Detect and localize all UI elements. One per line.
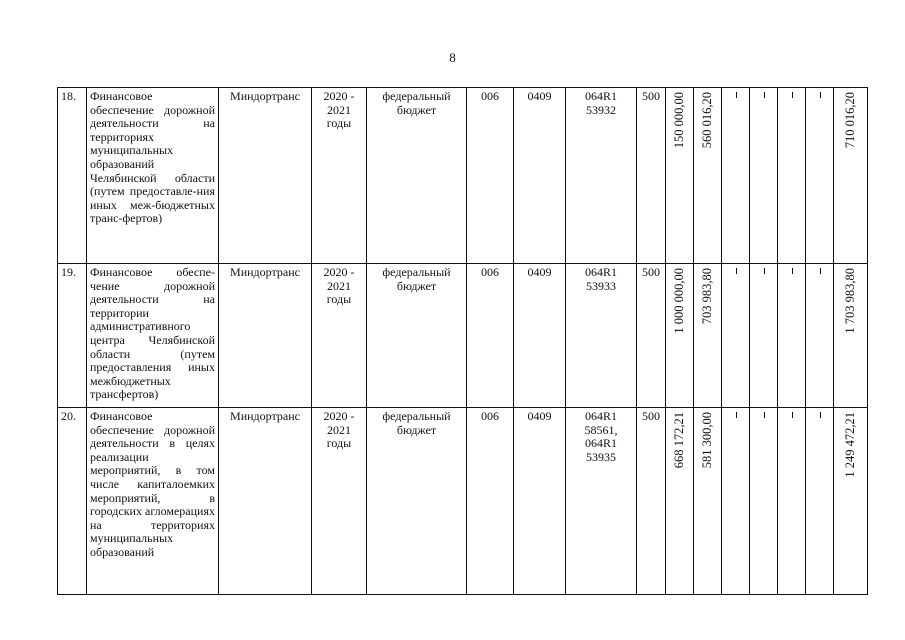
table-row xyxy=(58,408,868,595)
measure-name: Финансовое обеспечение дорожной деятельности в целях реализации мероприятий, в том числе капиталоемких мероприятий, в городских агломерациях на территориях муниципальных образований xyxy=(87,408,219,595)
empty-cell xyxy=(806,408,834,595)
measure-name: Финансовое обеспе-чение дорожной деятельности на территории административного центра Челябинской области (путем предоставления иных межбюджетных трансфертов) xyxy=(87,264,219,408)
dash-mark xyxy=(736,412,737,418)
target-article: 064R1 53932 xyxy=(566,88,637,264)
executor: Миндортранс xyxy=(219,264,312,408)
grbs-code: 006 xyxy=(467,88,514,264)
amount-2021: 560 016,20 xyxy=(699,92,714,149)
target-article: 064R1 53933 xyxy=(566,264,637,408)
empty-cell xyxy=(778,408,806,595)
amount-2020-cell xyxy=(666,88,694,264)
total-cell xyxy=(834,88,868,264)
total-amount: 1 249 472,21 xyxy=(842,412,857,478)
total-cell xyxy=(834,264,868,408)
amount-2020: 1 000 000,00 xyxy=(671,268,686,334)
total-amount: 1 703 983,80 xyxy=(842,268,857,334)
dash-mark xyxy=(792,92,793,98)
amount-2021-cell xyxy=(694,408,722,595)
dash-mark xyxy=(792,412,793,418)
empty-cell xyxy=(750,264,778,408)
dash-mark xyxy=(820,412,821,418)
empty-cell xyxy=(806,264,834,408)
expense-type: 500 xyxy=(637,408,666,595)
funding-source: федеральный бюджет xyxy=(367,264,467,408)
dash-mark xyxy=(764,268,765,274)
amount-2021-cell xyxy=(694,264,722,408)
dash-mark xyxy=(736,92,737,98)
amount-2020: 668 172,21 xyxy=(671,412,686,469)
section-code: 0409 xyxy=(514,264,566,408)
empty-cell xyxy=(722,408,750,595)
empty-cell xyxy=(750,88,778,264)
expense-type: 500 xyxy=(637,264,666,408)
amount-2021-cell xyxy=(694,88,722,264)
target-article: 064R1 58561, 064R1 53935 xyxy=(566,408,637,595)
empty-cell xyxy=(778,88,806,264)
period: 2020 - 2021 годы xyxy=(312,88,367,264)
dash-mark xyxy=(820,268,821,274)
row-number: 18. xyxy=(58,88,87,264)
funding-source: федеральный бюджет xyxy=(367,408,467,595)
measure-name: Финансовое обеспечение дорожной деятельности на территориях муниципальных образований Челябинской области (путем предоставле-ния иных меж-бюджетных транс-фертов) xyxy=(87,88,219,264)
page-number: 8 xyxy=(449,50,456,65)
amount-2020-cell xyxy=(666,264,694,408)
section-code: 0409 xyxy=(514,408,566,595)
total-amount: 710 016,20 xyxy=(842,92,857,149)
dash-mark xyxy=(820,92,821,98)
dash-mark xyxy=(792,268,793,274)
amount-2020-cell xyxy=(666,408,694,595)
total-cell xyxy=(834,408,868,595)
grbs-code: 006 xyxy=(467,408,514,595)
empty-cell xyxy=(722,264,750,408)
amount-2020: 150 000,00 xyxy=(671,92,686,149)
section-code: 0409 xyxy=(514,88,566,264)
dash-mark xyxy=(736,268,737,274)
row-number: 19. xyxy=(58,264,87,408)
amount-2021: 703 983,80 xyxy=(699,268,714,325)
table-row xyxy=(58,88,868,264)
empty-cell xyxy=(750,408,778,595)
empty-cell xyxy=(806,88,834,264)
dash-mark xyxy=(764,92,765,98)
empty-cell xyxy=(722,88,750,264)
expense-type: 500 xyxy=(637,88,666,264)
table-row xyxy=(58,264,868,408)
amount-2021: 581 300,00 xyxy=(699,412,714,469)
grbs-code: 006 xyxy=(467,264,514,408)
period: 2020 - 2021 годы xyxy=(312,408,367,595)
budget-table xyxy=(57,87,868,595)
funding-source: федеральный бюджет xyxy=(367,88,467,264)
executor: Миндортранс xyxy=(219,88,312,264)
executor: Миндортранс xyxy=(219,408,312,595)
row-number: 20. xyxy=(58,408,87,595)
period: 2020 - 2021 годы xyxy=(312,264,367,408)
dash-mark xyxy=(764,412,765,418)
empty-cell xyxy=(778,264,806,408)
